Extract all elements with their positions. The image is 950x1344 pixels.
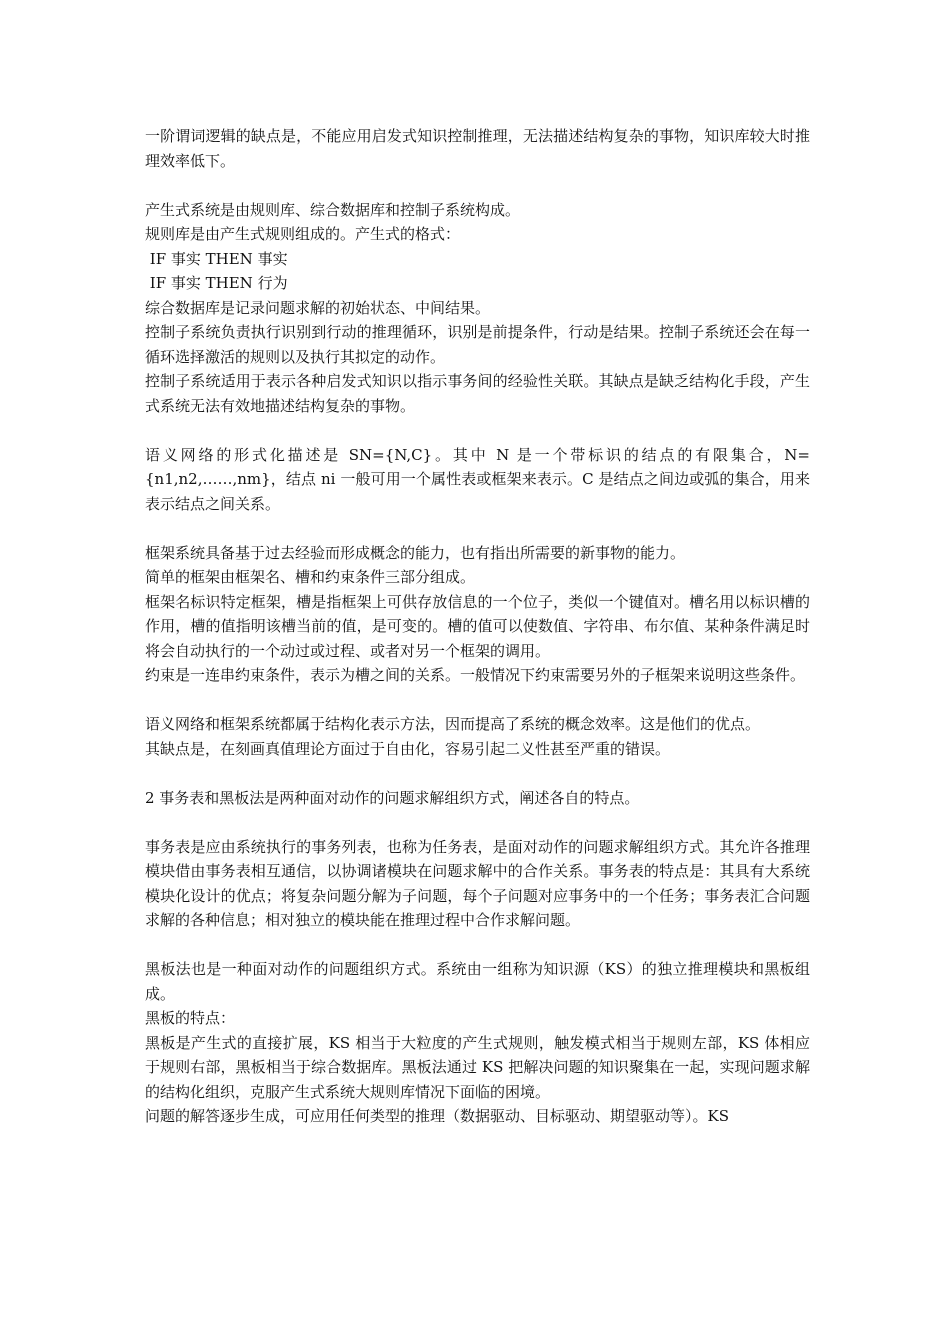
paragraph-blackboard: 黑板法也是一种面对动作的问题组织方式。系统由一组称为知识源（KS）的独立推理模块和黑板组成。 xyxy=(145,960,810,1003)
paragraph-database: 综合数据库是记录问题求解的初始状态、中间结果。 xyxy=(145,298,491,317)
paragraph-logic-drawbacks: 一阶谓词逻辑的缺点是，不能应用启发式知识控制推理，无法描述结构复杂的事物，知识库较大时推理效率低下。 xyxy=(145,127,810,170)
paragraph-control-subsystem: 控制子系统负责执行识别到行动的推理循环，识别是前提条件，行动是结果。控制子系统还会在每一循环选择激活的规则以及执行其拟定的动作。 xyxy=(145,323,810,366)
paragraph-if-then-fact: IF 事实 THEN 事实 xyxy=(145,249,288,268)
paragraph-spacer xyxy=(145,933,810,958)
paragraph-constraints: 约束是一连串约束条件，表示为槽之间的关系。一般情况下约束需要另外的子框架来说明这些条件。 xyxy=(145,666,806,684)
paragraph-spacer xyxy=(145,761,810,786)
paragraph-frame-structure: 简单的框架由框架名、槽和约束条件三部分组成。 xyxy=(145,568,476,586)
paragraph-incremental-solution: 问题的解答逐步生成，可应用任何类型的推理（数据驱动、目标驱动、期望驱动等）。KS xyxy=(145,1107,729,1125)
paragraph-control-drawbacks: 控制子系统适用于表示各种启发式知识以指示事务间的经验性关联。其缺点是缺乏结构化手段，产生式系统无法有效地描述结构复杂的事物。 xyxy=(145,372,810,415)
paragraph-question-2: 2 事务表和黑板法是两种面对动作的问题求解组织方式，阐述各自的特点。 xyxy=(145,788,640,807)
paragraph-structured-drawbacks: 其缺点是，在刻画真值理论方面过于自由化，容易引起二义性甚至严重的错误。 xyxy=(145,739,671,758)
paragraph-spacer xyxy=(145,418,810,443)
paragraph-rule-base: 规则库是由产生式规则组成的。产生式的格式： xyxy=(145,225,461,243)
paragraph-frame-system: 框架系统具备基于过去经验而形成概念的能力，也有指出所需要的新事物的能力。 xyxy=(145,543,686,562)
paragraph-spacer xyxy=(145,173,810,198)
document-body xyxy=(145,124,810,1129)
paragraph-agenda: 事务表是应由系统执行的事务列表，也称为任务表，是面对动作的问题求解组织方式。其允许各推理模块借由事务表相互通信，以协调诸模块在问题求解中的合作关系。事务表的特点是：其具有大系统模块化设计的优点；将复杂问题分解为子问题，每个子问题对应事务中的一个任务；事务表汇合问题求解的各种信息；相对独立的模块能在推理过程中合作求解问题。 xyxy=(145,837,810,929)
paragraph-frame-slots: 框架名标识特定框架，槽是指框架上可供存放信息的一个位子，类似一个键值对。槽名用以标识槽的作用，槽的值指明该槽当前的值，是可变的。槽的值可以使数值、字符串、布尔值、某种条件满足时将会自动执行的一个动过或过程、或者对另一个框架的调用。 xyxy=(145,592,810,660)
paragraph-blackboard-features-heading: 黑板的特点： xyxy=(145,1009,236,1027)
paragraph-blackboard-features: 黑板是产生式的直接扩展，KS 相当于大粒度的产生式规则，触发模式相当于规则左部，KS 体相应于规则右部，黑板相当于综合数据库。黑板法通过 KS 把解决问题的知识聚集在一起，实现问题求解的结构化组织，克服产生式系统大规则库情况下面临的困境。 xyxy=(145,1033,810,1101)
paragraph-spacer xyxy=(145,810,810,835)
paragraph-structured-advantages: 语义网络和框架系统都属于结构化表示方法，因而提高了系统的概念效率。这是他们的优点。 xyxy=(145,715,761,733)
paragraph-spacer xyxy=(145,688,810,713)
paragraph-semantic-network: 语义网络的形式化描述是 SN={N,C}。其中 N 是一个带标识的结点的有限集合，N={n1,n2,……,nm}，结点 ni 一般可用一个属性表或框架来表示。C 是结点之间边或弧的集合，用来表示结点之间关系。 xyxy=(145,445,810,513)
paragraph-if-then-action: IF 事实 THEN 行为 xyxy=(145,274,288,292)
paragraph-production-system: 产生式系统是由规则库、综合数据库和控制子系统构成。 xyxy=(145,200,521,219)
paragraph-spacer xyxy=(145,516,810,541)
